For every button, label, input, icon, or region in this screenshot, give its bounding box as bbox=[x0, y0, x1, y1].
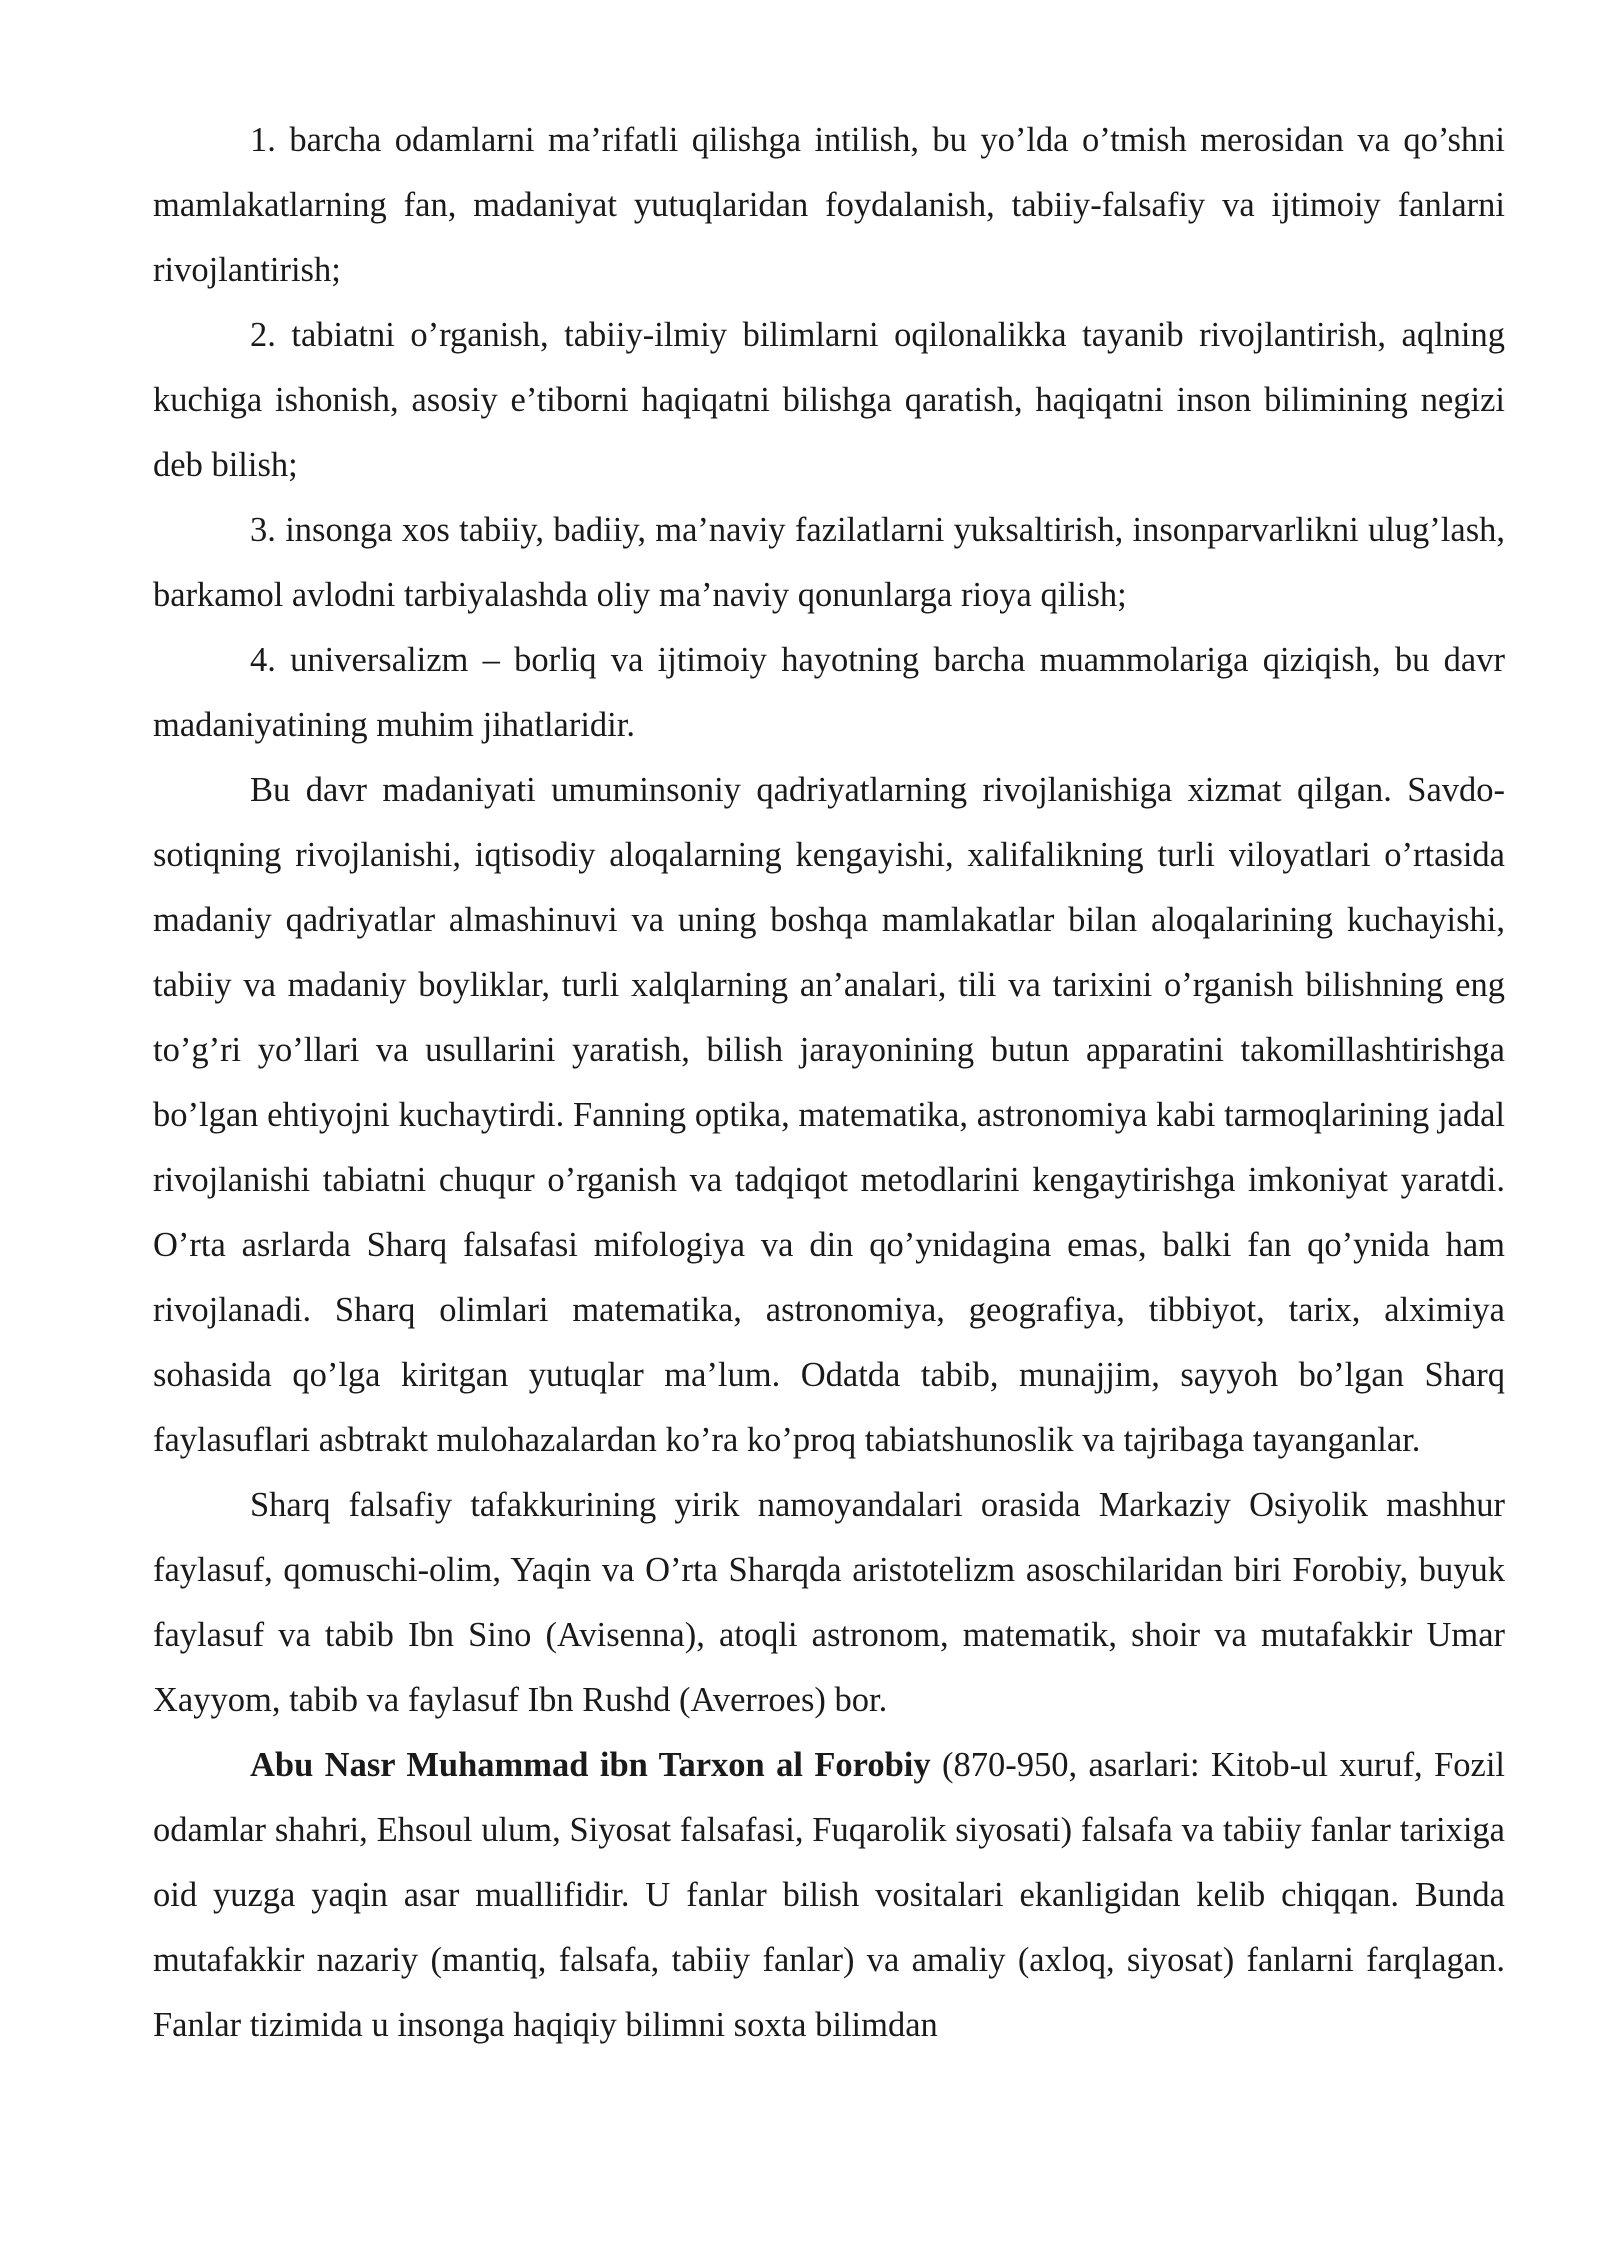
list-item-1: 1. barcha odamlarni ma’rifatli qilishga intilish, bu yo’lda o’tmish merosidan va qo’shni mamlakatlarning fan, madaniyat yutuqlaridan foydalanish, tabiiy-falsafiy va ijtimoiy fanlarni rivojlantirish; bbox=[153, 121, 1505, 289]
list-item-4: 4. universalizm – borliq va ijtimoiy hayotning barcha muammolariga qiziqish, bu davr madaniyatining muhim jihatlaridir. bbox=[153, 641, 1505, 744]
list-item-3: 3. insonga xos tabiiy, badiiy, ma’naviy fazilatlarni yuksaltirish, insonparvarlikni ulug’lash, barkamol avlodni tarbiyalashda oliy ma’naviy qonunlarga rioya qilish; bbox=[153, 511, 1505, 614]
body-paragraph-1: Bu davr madaniyati umuminsoniy qadriyatlarning rivojlanishiga xizmat qilgan. Savdo-sotiqning rivojlanishi, iqtisodiy aloqalarning kengayishi, xalifalikning turli viloyatlari o’rtasida madaniy qadriyatlar almashinuvi va uning boshqa mamlakatlar bilan aloqalarining kuchayishi, tabiiy va madaniy boyliklar, turli xalqlarning an’analari, tili va tarixini o’rganish bilishning eng to’g’ri yo’llari va usullarini yaratish, bilish jarayonining butun apparatini takomillashtirishga bo’lgan ehtiyojni kuchaytirdi. Fanning optika, matematika, astronomiya kabi tarmoqlarining jadal rivojlanishi tabiatni chuqur o’rganish va tadqiqot metodlarini kengaytirishga imkoniyat yaratdi. O’rta asrlarda Sharq falsafasi mifologiya va din qo’ynidagina emas, balki fan qo’ynida ham rivojlanadi. Sharq olimlari matematika, astronomiya, geografiya, tibbiyot, tarix, alximiya sohasida qo’lga kiritgan yutuqlar ma’lum. Odatda tabib, munajjim, sayyoh bo’lgan Sharq faylasuflari asbtrakt mulohazalardan ko’ra ko’proq tabiatshunoslik va tajribaga tayanganlar. bbox=[153, 771, 1505, 1459]
body-paragraph-2: Sharq falsafiy tafakkurining yirik namoyandalari orasida Markaziy Osiyolik mashhur faylasuf, qomuschi-olim, Yaqin va O’rta Sharqda aristotelizm asoschilaridan biri Forobiy, buyuk faylasuf va tabib Ibn Sino (Avisenna), atoqli astronom, matematik, shoir va mutafakkir Umar Xayyom, tabib va faylasuf Ibn Rushd (Averroes) bor. bbox=[153, 1486, 1505, 1719]
author-name-bold: Abu Nasr Muhammad ibn Tarxon al Forobiy bbox=[250, 1746, 931, 1784]
paragraph-3-text: (870-950, asarlari: Kitob-ul xuruf, Fozil odamlar shahri, Ehsoul ulum, Siyosat falsafasi, Fuqarolik siyosati) falsafa va tabiiy fanlar tarixiga oid yuzga yaqin asar muallifidir. U fanlar bilish vositalari ekanligidan kelib chiqqan. Bunda mutafakkir nazariy (mantiq, falsafa, tabiiy fanlar) va amaliy (axloq, siyosat) fanlarni farqlagan. Fanlar tizimida u insonga haqiqiy bilimni soxta bilimdan bbox=[153, 1746, 1505, 2044]
list-item-2: 2. tabiatni o’rganish, tabiiy-ilmiy bilimlarni oqilonalikka tayanib rivojlantirish, aqlning kuchiga ishonish, asosiy e’tiborni haqiqatni bilishga qaratish, haqiqatni inson bilimining negizi deb bilish; bbox=[153, 316, 1505, 484]
body-paragraph-3 bbox=[153, 1733, 1505, 2058]
document-page bbox=[153, 108, 1505, 2058]
